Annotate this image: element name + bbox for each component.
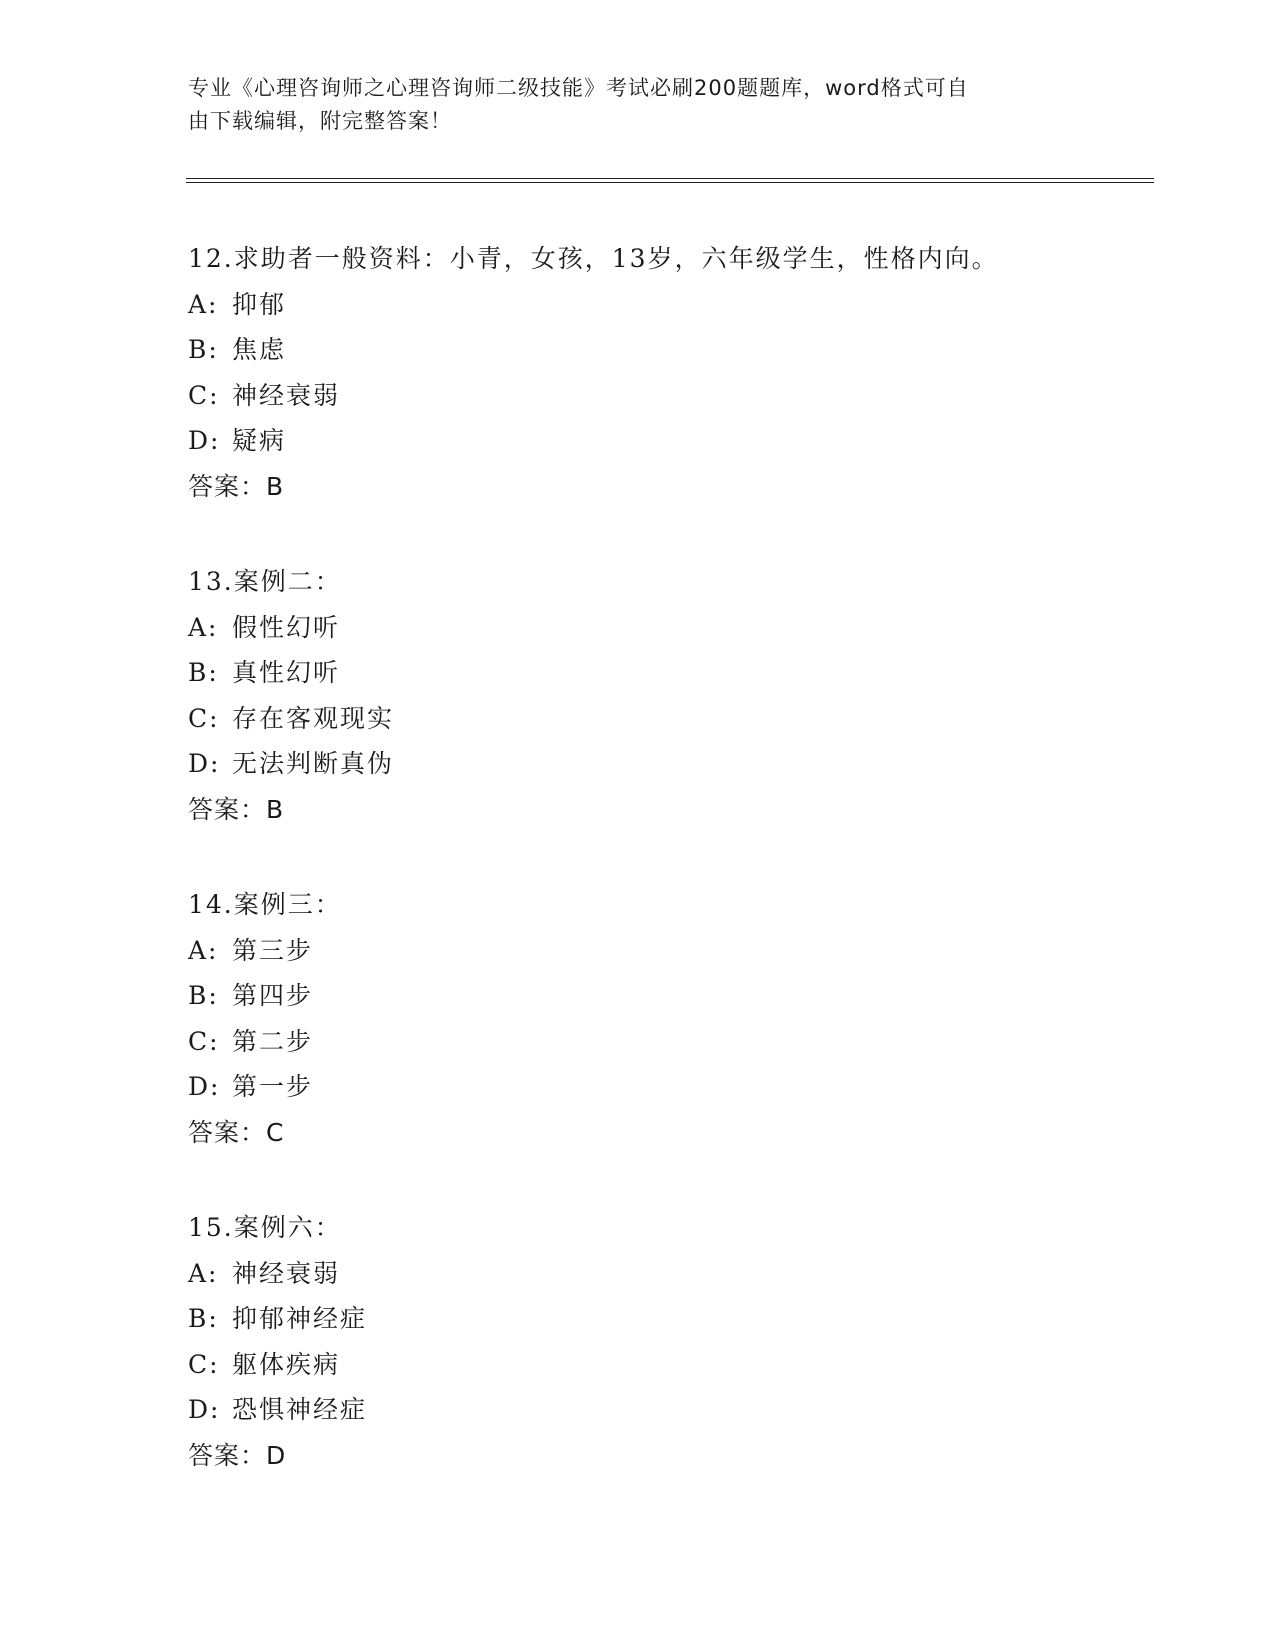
option-text: 抑郁神经症 [232,1304,368,1333]
option-b [188,973,1188,1019]
option-letter: B: [188,981,219,1010]
option-c [188,373,1188,419]
option-letter: D: [188,426,221,455]
question-12 [188,236,1188,509]
option-text: 第四步 [232,981,314,1010]
option-text: 第二步 [232,1026,314,1056]
option-text: 神经衰弱 [232,1258,341,1288]
option-a [188,605,1188,651]
answer-line: 答案：B [188,794,285,824]
option-letter: D: [188,1072,221,1101]
option-b [188,1296,1188,1342]
option-text: 第一步 [232,1072,314,1101]
option-d [188,418,1188,464]
option-text: 第三步 [232,935,314,965]
question-stem: 13.案例二： [188,567,342,596]
option-text: 恐惧神经症 [232,1395,368,1424]
option-text: 神经衰弱 [232,380,341,410]
option-letter: A: [188,935,219,965]
option-letter: B: [188,335,219,364]
option-letter: C: [188,1026,220,1056]
option-c [188,1342,1188,1388]
option-letter: C: [188,703,220,733]
option-letter: A: [188,612,219,642]
option-letter: C: [188,380,220,410]
option-letter: A: [188,289,219,319]
option-letter: D: [188,749,221,778]
option-text: 抑郁 [232,289,287,319]
question-stem: 14.案例三： [188,890,342,919]
header-line-2: 由下载编辑，附完整答案！ [188,109,452,133]
option-text: 躯体疾病 [232,1349,341,1379]
header-divider [186,178,1154,183]
answer-line: 答案：D [188,1440,287,1470]
option-text: 无法判断真伪 [232,749,395,778]
question-stem: 15.案例六： [188,1213,342,1242]
option-text: 假性幻听 [232,612,341,642]
option-a [188,1251,1188,1297]
option-text: 焦虑 [232,335,287,364]
question-15 [188,1205,1188,1478]
header-line-1: 专业《心理咨询师之心理咨询师二级技能》考试必刷200题题库，word格式可自 [188,76,969,100]
option-c [188,1019,1188,1065]
question-14 [188,882,1188,1155]
option-d [188,741,1188,787]
option-b [188,650,1188,696]
question-13 [188,559,1188,832]
option-letter: D: [188,1395,221,1424]
answer-line: 答案：B [188,471,285,501]
option-a [188,282,1188,328]
question-stem: 12.求助者一般资料：小青，女孩，13岁，六年级学生，性格内向。 [188,244,999,273]
document-header [188,72,1068,138]
option-d [188,1064,1188,1110]
option-text: 真性幻听 [232,658,341,687]
option-letter: B: [188,658,219,687]
option-letter: A: [188,1258,219,1288]
option-text: 疑病 [232,426,287,455]
answer-line: 答案：C [188,1117,285,1147]
option-a [188,928,1188,974]
option-text: 存在客观现实 [232,703,395,733]
option-c [188,696,1188,742]
option-letter: B: [188,1304,219,1333]
question-list [188,236,1188,1528]
option-letter: C: [188,1349,220,1379]
option-d [188,1387,1188,1433]
option-b [188,327,1188,373]
